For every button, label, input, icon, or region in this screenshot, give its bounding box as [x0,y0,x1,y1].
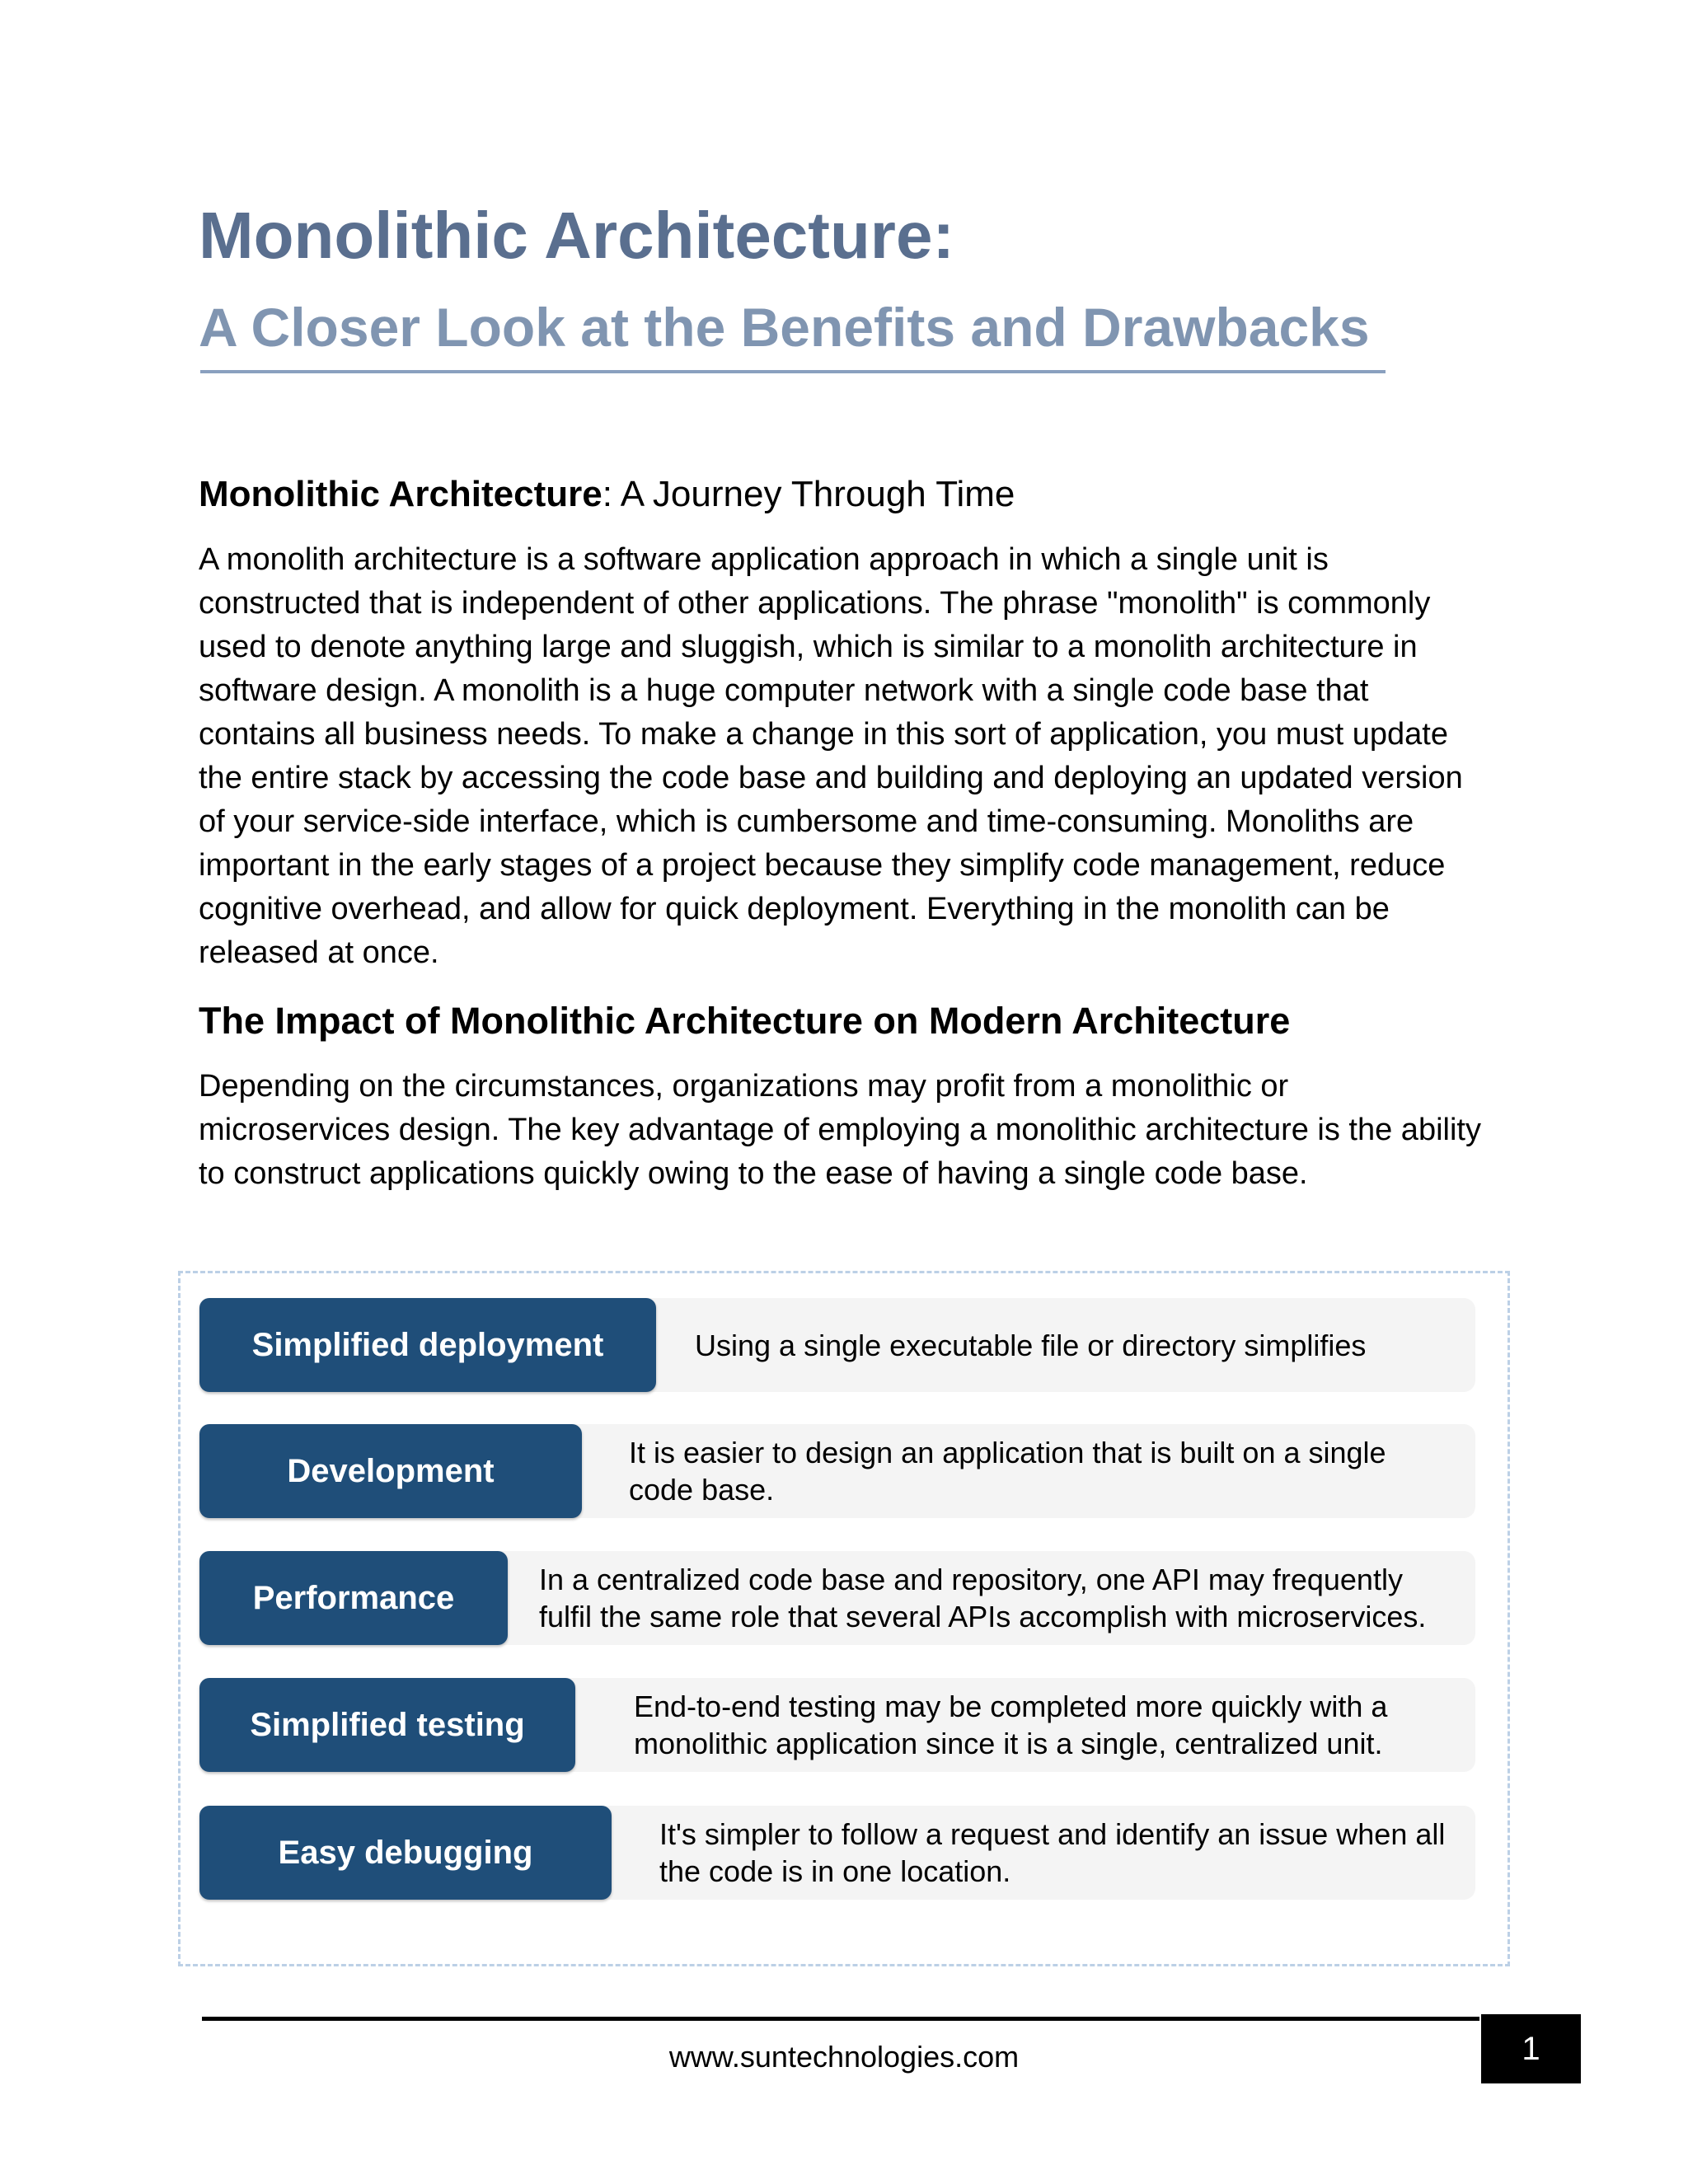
section-1-paragraph: A monolith architecture is a software application approach in which a single unit is constructed that is independent of other applications. The phrase "monolith" is commonly used to denote anything large and sluggish, which is similar to a monolith architecture in software design. A monolith is a huge computer network with a single code base that contains all business needs. To make a change in this sort of application, you must update the entire stack by accessing the code base and building and deploying an updated version of your service-side interface, which is cumbersome and time-consuming. Monoliths are important in the early stages of a project because they simplify code management, reduce cognitive overhead, and allow for quick deployment. Everything in the monolith can be released at once. [199,542,1463,970]
section-2-heading: The Impact of Monolithic Architecture on Modern Architecture [199,1000,1291,1042]
section-2-paragraph: Depending on the circumstances, organizations may profit from a monolithic or microservices design. The key advantage of employing a monolithic architecture is the ability to construct applications quickly owing to the ease of having a single code base. [199,1069,1481,1191]
benefit-description: Using a single executable file or directory simplifies [695,1328,1367,1362]
benefit-label: Simplified testing [199,1678,575,1772]
benefit-label: Performance [199,1551,508,1645]
footer-rule [202,2017,1479,2021]
benefit-row-easy-debugging [199,1806,1475,1900]
section-1-heading-rest: : A Journey Through Time [602,474,1015,514]
document-title: Monolithic Architecture: [199,199,955,272]
benefit-label: Development [199,1424,582,1518]
benefit-description: In a centralized code base and repository, one API may frequently fulfil the same role that several APIs accomplish with microservices. [539,1563,1427,1633]
benefit-label: Simplified deployment [199,1298,656,1392]
benefit-label: Easy debugging [199,1806,612,1900]
document-subtitle: A Closer Look at the Benefits and Drawbacks [199,297,1370,358]
benefit-row-simplified-deployment [199,1298,1475,1392]
benefit-description: It's simpler to follow a request and identify an issue when all the code is in one location. [659,1817,1446,1888]
benefit-row-performance [199,1551,1475,1645]
title-underline [200,370,1386,373]
benefit-row-simplified-testing [199,1678,1475,1772]
section-1-heading [199,470,1015,519]
benefit-row-development [199,1424,1475,1518]
benefit-description: End-to-end testing may be completed more quickly with a monolithic application since it is a single, centralized unit. [634,1690,1388,1760]
section-1-heading-bold: Monolithic Architecture [199,474,603,514]
footer-url[interactable]: www.suntechnologies.com [668,2040,1020,2074]
benefit-description: It is easier to design an application that is built on a single code base. [629,1436,1386,1507]
page-number: 1 [1481,2014,1581,2083]
